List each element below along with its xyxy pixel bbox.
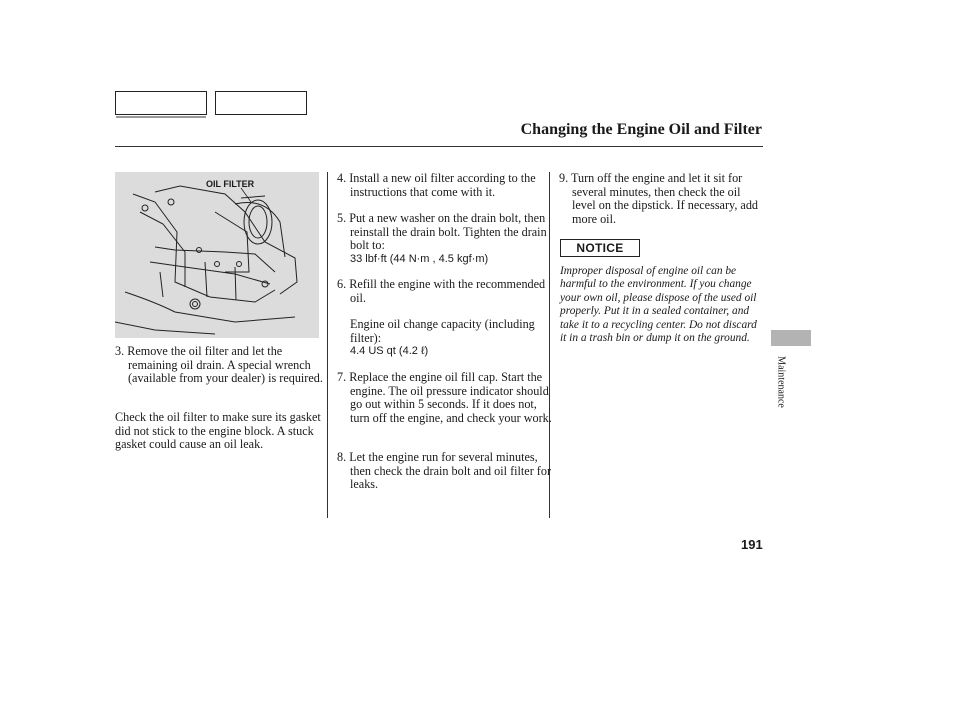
nav-box-previous[interactable]: [115, 91, 207, 115]
step-6: 6. Refill the engine with the recommended oil.: [337, 277, 546, 305]
nav-box-next[interactable]: [215, 91, 307, 115]
notice-badge: NOTICE: [560, 239, 640, 257]
step-8: 8. Let the engine run for several minutes, then check the drain bolt and oil filter for leaks.: [337, 450, 552, 491]
notice-text: Improper disposal of engine oil can be harmful to the environment. If you change your own oil, please dispose of the used oil properly. Put it in a sealed container, and take it to a recycling center. Do not discard it in a trash bin or dump it on the ground.: [560, 265, 757, 345]
page-number: 191: [741, 537, 763, 552]
step-4: 4. Install a new oil filter according to the instructions that come with it.: [337, 171, 536, 199]
section-label-maintenance: Maintenance: [775, 356, 787, 408]
page-title: Changing the Engine Oil and Filter: [520, 121, 762, 138]
step-5: [337, 212, 560, 266]
capacity-value: 4.4 US qt (4.2 ℓ): [350, 345, 429, 357]
gasket-check-text: Check the oil filter to make sure its gasket did not stick to the engine block. A stuck gasket could cause an oil leak.: [115, 410, 321, 451]
step-5-text: 5. Put a new washer on the drain bolt, then reinstall the drain bolt. Tighten the drain bolt to:: [337, 211, 547, 252]
title-rule: [115, 146, 763, 147]
section-tab[interactable]: [771, 330, 811, 346]
step-7: 7. Replace the engine oil fill cap. Start the engine. The oil pressure indicator should go out within 5 seconds. If it does not, turn off the engine, and check your work.: [337, 370, 552, 425]
figure-label-oil-filter: OIL FILTER: [206, 179, 255, 189]
step-3: 3. Remove the oil filter and let the remaining oil drain. A special wrench (available from your dealer) is required.: [115, 344, 323, 385]
oil-capacity: [350, 318, 535, 359]
step-9: 9. Turn off the engine and let it sit for several minutes, then check the oil level on the dipstick. If necessary, add more oil.: [559, 171, 759, 226]
torque-spec: 33 lbf·ft (44 N·m , 4.5 kgf·m): [350, 252, 489, 265]
oil-filter-illustration: [115, 172, 319, 338]
capacity-label: Engine oil change capacity (including filter):: [350, 317, 535, 345]
engine-drawing: [115, 172, 319, 338]
